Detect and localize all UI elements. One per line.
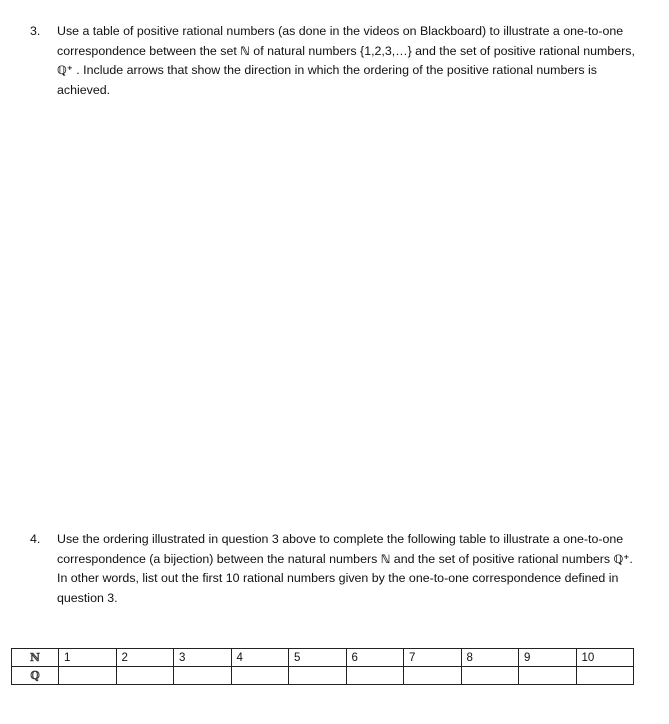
rationals-cell[interactable] <box>519 667 577 685</box>
rationals-cell[interactable] <box>59 667 117 685</box>
rationals-symbol: ℚ⁺ <box>613 551 630 566</box>
naturals-cell: 10 <box>576 649 634 667</box>
question-4-text-c: . In other words, list out the first 10 rational numbers given by the one-to-one correspondence defined in question 3. <box>57 551 633 605</box>
rationals-cell[interactable] <box>116 667 174 685</box>
question-3-number: 3. <box>30 24 41 38</box>
question-3-text <box>57 22 642 100</box>
question-3-text-c: . Include arrows that show the direction in which the ordering of the positive rational numbers is achieved. <box>57 63 597 97</box>
rationals-cell[interactable] <box>174 667 232 685</box>
rationals-cell[interactable] <box>461 667 519 685</box>
question-4-text-a: Use the ordering illustrated in question 3 above to complete the following table to illustrate a one-to-one correspondence (a bijection) between the natural numbers <box>57 532 624 566</box>
naturals-cell: 4 <box>231 649 289 667</box>
question-4-text <box>57 530 642 608</box>
naturals-cell: 5 <box>289 649 347 667</box>
question-3-text-b: of natural numbers {1,2,3,…} and the set of positive rational numbers, <box>249 43 635 58</box>
naturals-row <box>12 649 634 667</box>
question-4 <box>30 530 642 608</box>
naturals-cell: 6 <box>346 649 404 667</box>
naturals-cell: 2 <box>116 649 174 667</box>
rationals-cell[interactable] <box>404 667 462 685</box>
question-3 <box>30 22 642 100</box>
question-3-text-a: Use a table of positive rational numbers (as done in the videos on Blackboard) to illustrate a one-to-one correspondence between the set <box>57 24 624 58</box>
rationals-cell[interactable] <box>289 667 347 685</box>
naturals-cell: 7 <box>404 649 462 667</box>
question-4-text-b: and the set of positive rational numbers <box>390 551 614 566</box>
rationals-symbol: ℚ⁺ <box>57 63 73 77</box>
rationals-row-label: ℚ <box>12 667 59 685</box>
rationals-cell[interactable] <box>231 667 289 685</box>
naturals-symbol: ℕ <box>240 43 250 58</box>
naturals-cell: 1 <box>59 649 117 667</box>
naturals-cell: 8 <box>461 649 519 667</box>
naturals-cell: 9 <box>519 649 577 667</box>
rationals-cell[interactable] <box>576 667 634 685</box>
rationals-row <box>12 667 634 685</box>
rationals-cell[interactable] <box>346 667 404 685</box>
correspondence-table <box>11 648 634 685</box>
question-4-number: 4. <box>30 532 41 546</box>
naturals-symbol: ℕ <box>380 551 391 566</box>
naturals-row-label: ℕ <box>12 649 59 667</box>
naturals-cell: 3 <box>174 649 232 667</box>
